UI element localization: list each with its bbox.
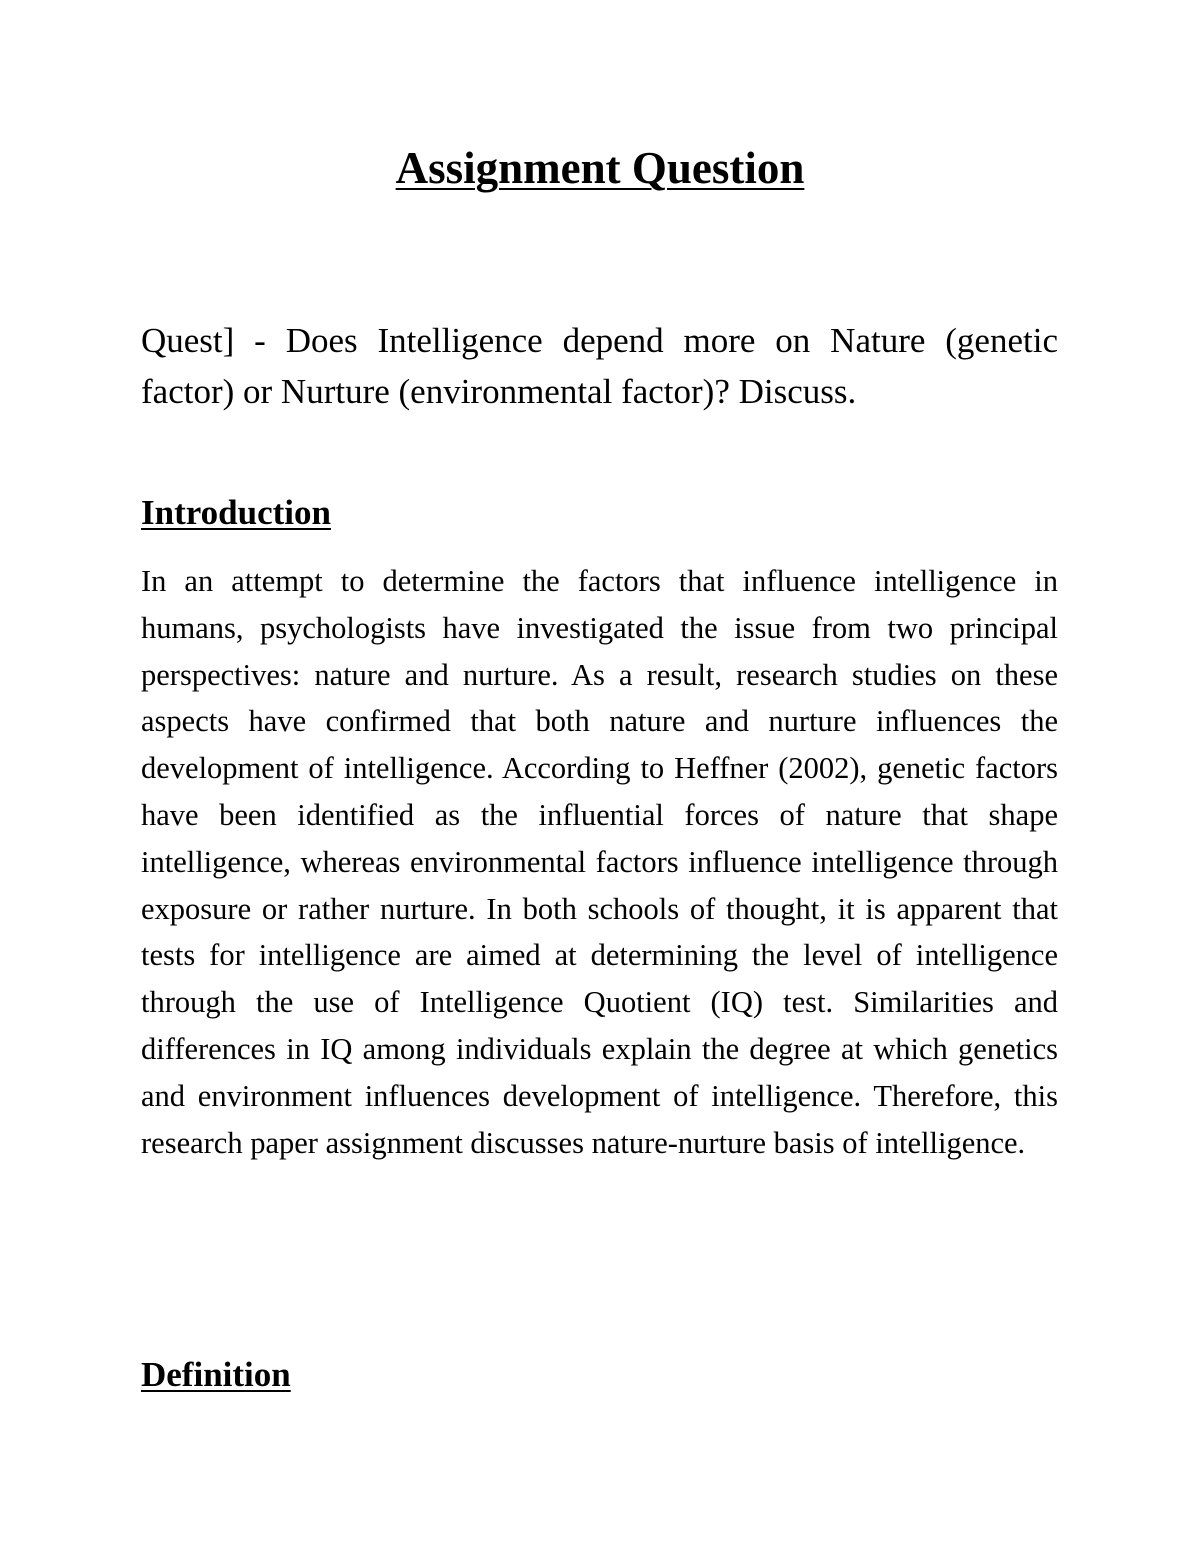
introduction-paragraph: In an attempt to determine the factors that influence intelligence in humans, psychologists have investigated the issue from two principal perspectives: nature and nurture. As a result, research studies on these aspects have confirmed that both nature and nurture influences the development of intelligence. According to Heffner (2002), genetic factors have been identified as the influential forces of nature that shape intelligence, whereas environmental factors influence intelligence through exposure or rather nurture. In both schools of thought, it is apparent that tests for intelligence are aimed at determining the level of intelligence through the use of Intelligence Quotient (IQ) test. Similarities and differences in IQ among individuals explain the degree at which genetics and environment influences development of intelligence. Therefore, this research paper assignment discusses nature-nurture basis of intelligence. [141, 564, 1058, 1160]
page-title: Assignment Question [395, 143, 805, 193]
definition-heading: Definition [141, 1355, 291, 1394]
introduction-heading: Introduction [141, 493, 331, 532]
assignment-question: Quest] - Does Intelligence depend more on Nature (genetic factor) or Nurture (environmental factor)? Discuss. [141, 321, 1058, 411]
